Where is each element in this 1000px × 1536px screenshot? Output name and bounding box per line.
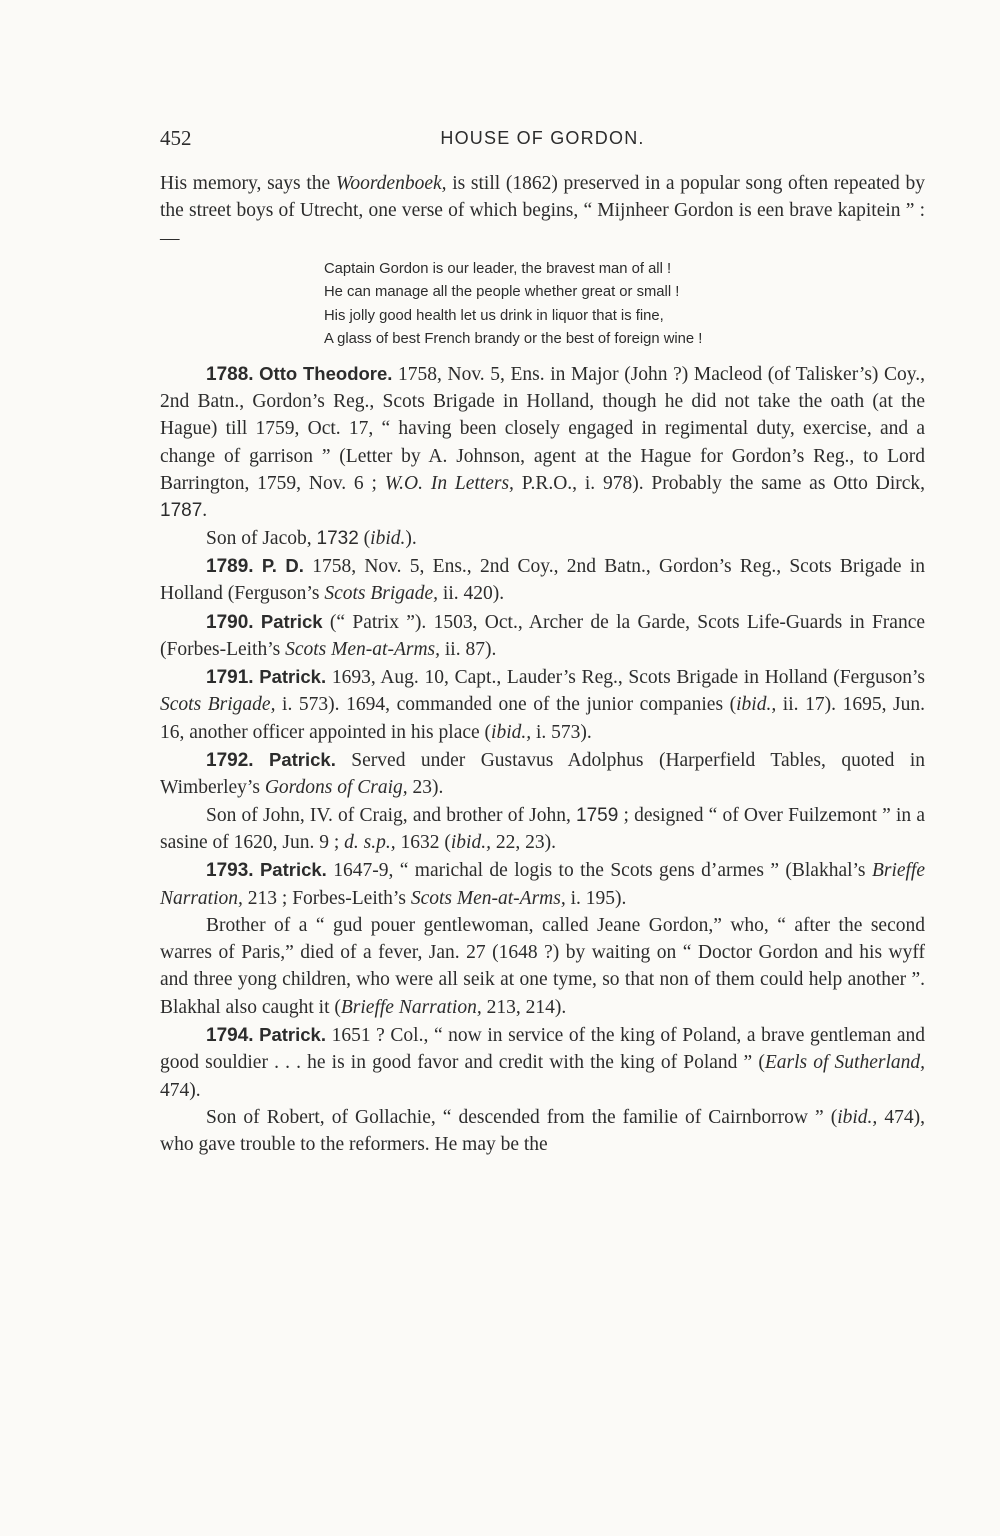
entry-text: 22, 23). xyxy=(490,831,556,853)
entry-italic: Scots Brigade, xyxy=(324,583,439,605)
entry-italic: ibid., xyxy=(491,721,532,743)
entry-number: 1791. xyxy=(206,667,254,689)
entry-name: Patrick xyxy=(260,610,323,632)
entry-name: Patrick. xyxy=(269,749,336,771)
entry-italic: W.O. In Letters, xyxy=(384,473,514,495)
cross-reference: 1732 xyxy=(316,527,359,549)
entry-name: Otto Theodore. xyxy=(259,362,393,384)
entry-text: 213, 214). xyxy=(481,996,567,1018)
entry-italic: Brieffe Narration, xyxy=(160,860,926,909)
entry-text: ; designed “ of Over Fuilzemont ” in a sasine of 1620, Jun. 9 ; xyxy=(160,804,925,853)
book-page xyxy=(160,120,925,1159)
entry-text: ( xyxy=(358,527,371,549)
entry-1788 xyxy=(160,360,925,525)
verse-line: A glass of best French brandy or the best of foreign wine ! xyxy=(324,331,703,348)
entry-text: 1693, Aug. 10, Capt., Lauder’s Reg., Scots Brigade in Holland (Ferguson’s xyxy=(326,667,925,689)
entry-text: 23). xyxy=(407,777,444,799)
entry-1793-note xyxy=(160,912,925,1021)
entry-name: Patrick. xyxy=(259,666,327,688)
entry-text: . xyxy=(202,500,208,522)
entry-text: 1647-9, “ marichal de logis to the Scots gens d’armes ” (Blakhal’s xyxy=(326,860,872,882)
entry-text: P.R.O., i. 978). Probably the same as Otto Dirck, xyxy=(513,473,926,495)
entry-italic: ibid., xyxy=(837,1106,878,1128)
intro-paragraph xyxy=(160,170,925,252)
intro-italic: Woordenboek, xyxy=(335,173,447,194)
entry-italic: ibid. xyxy=(370,527,406,549)
entry-text: 1632 ( xyxy=(395,831,451,853)
entry-text: Son of Robert, of Gollachie, “ descended from the familie of Cairnborrow ” ( xyxy=(206,1106,838,1128)
cross-reference: 1759 xyxy=(576,804,619,826)
entry-1794 xyxy=(160,1021,925,1104)
entry-number: 1788. xyxy=(206,363,254,385)
entry-text: Brother of a “ gud pouer gentlewoman, called Jeane Gordon,” who, “ after the second warres of Paris,” died of a fever, Jan. 27 (1648 ?) by waiting on “ Doctor Gordon and his wyff and three yong children, who were all seik at one tyme, so that non of them could help another ”. Blakhal also caught it ( xyxy=(160,914,925,1018)
entry-1788-parentage xyxy=(160,525,925,552)
entry-number: 1793. xyxy=(206,860,254,882)
cross-reference: 1787 xyxy=(160,500,203,522)
entry-text: (“ Patrix ”). 1503, Oct., Archer de la Garde, Scots Life-Guards in France (Forbes-Leith’s xyxy=(160,611,926,660)
entry-name: P. D. xyxy=(261,554,304,576)
entry-text: i. 573). 1694, commanded one of the junior companies ( xyxy=(275,694,737,716)
entry-text: i. 573). xyxy=(531,721,592,743)
entry-1791 xyxy=(160,663,925,746)
entry-1793 xyxy=(160,856,925,912)
entry-1794-parentage xyxy=(160,1104,925,1159)
entry-italic: Brieffe Narration, xyxy=(340,996,482,1018)
entry-italic: Scots Men-at-Arms, xyxy=(285,638,440,660)
entry-name: Patrick. xyxy=(259,859,327,881)
intro-text: His memory, says the xyxy=(160,173,336,194)
entry-text: 213 ; Forbes-Leith’s xyxy=(242,887,411,909)
entry-1790 xyxy=(160,608,925,664)
entry-number: 1789. xyxy=(206,555,254,577)
entry-name: Patrick. xyxy=(259,1024,326,1046)
entry-text: Served under Gustavus Adolphus (Harperfield Tables, quoted in Wimberley’s xyxy=(160,750,926,799)
entry-italic: ibid., xyxy=(736,694,777,716)
entry-italic: Scots Brigade, xyxy=(160,694,276,716)
entry-text: ). xyxy=(405,527,417,549)
entry-text: 474), who gave trouble to the reformers. He may be the xyxy=(160,1106,926,1156)
entry-text: 1758, Nov. 5, Ens., 2nd Coy., 2nd Batn., Gordon’s Reg., Scots Brigade in Holland (Ferguson’s xyxy=(160,555,926,605)
entry-text: i. 195). xyxy=(565,887,627,909)
entry-1789 xyxy=(160,552,925,608)
verse-line: He can manage all the people whether great or small ! xyxy=(324,284,680,301)
entry-italic: Earls of Sutherland, xyxy=(764,1052,925,1074)
verse-line: Captain Gordon is our leader, the bravest man of all ! xyxy=(324,260,672,277)
running-title: HOUSE OF GORDON. xyxy=(440,127,645,148)
entry-text: 1758, Nov. 5, Ens. in Major (John ?) Macleod (of Talisker’s) Coy., 2nd Batn., Gordon’s Reg., Scots Brigade in Holland, though he did not take the oath (at the Hague) till 1759, Oct. 17, “ having been closely engaged in regimental duty, exercise, and a change of garrison ” (Letter by A. Johnson, agent at the Hague for Gordon’s Reg., to Lord Barrington, 1759, Nov. 6 ; xyxy=(160,363,926,495)
entry-number: 1790. xyxy=(206,611,254,633)
intro-text-2: is still (1862) preserved in a popular song often repeated by the street boys of Utrecht, one verse of which begins, “ Mijnheer Gordon is een brave kapitein ” :— xyxy=(160,173,925,249)
entry-1792-parentage xyxy=(160,802,925,857)
verse-block xyxy=(324,258,925,352)
entry-italic: Gordons of Craig, xyxy=(264,777,408,799)
entry-italic: ibid., xyxy=(450,831,491,853)
entry-text: ii. 420). xyxy=(438,583,505,605)
entry-number: 1792. xyxy=(206,750,254,772)
page-header xyxy=(160,120,925,156)
entry-italic: Scots Men-at-Arms, xyxy=(410,887,566,909)
entry-italic: d. s.p., xyxy=(344,831,396,853)
entry-text: Son of John, IV. of Craig, and brother of John, xyxy=(206,804,577,826)
entry-number: 1794. xyxy=(206,1025,254,1047)
entry-text: Son of Jacob, xyxy=(206,527,317,549)
verse-line: His jolly good health let us drink in liquor that is fine, xyxy=(324,307,664,324)
entry-text: 1651 ? Col., “ now in service of the king of Poland, a brave gentleman and good souldier . . . he is in good favor and credit with the king of Poland ” ( xyxy=(160,1025,925,1074)
page-number: 452 xyxy=(160,125,192,150)
entry-text: ii. 87). xyxy=(440,638,497,660)
entry-text: 474). xyxy=(160,1079,201,1101)
entry-1792 xyxy=(160,746,925,802)
entry-text: ii. 17). 1695, Jun. 16, another officer appointed in his place ( xyxy=(160,694,925,743)
